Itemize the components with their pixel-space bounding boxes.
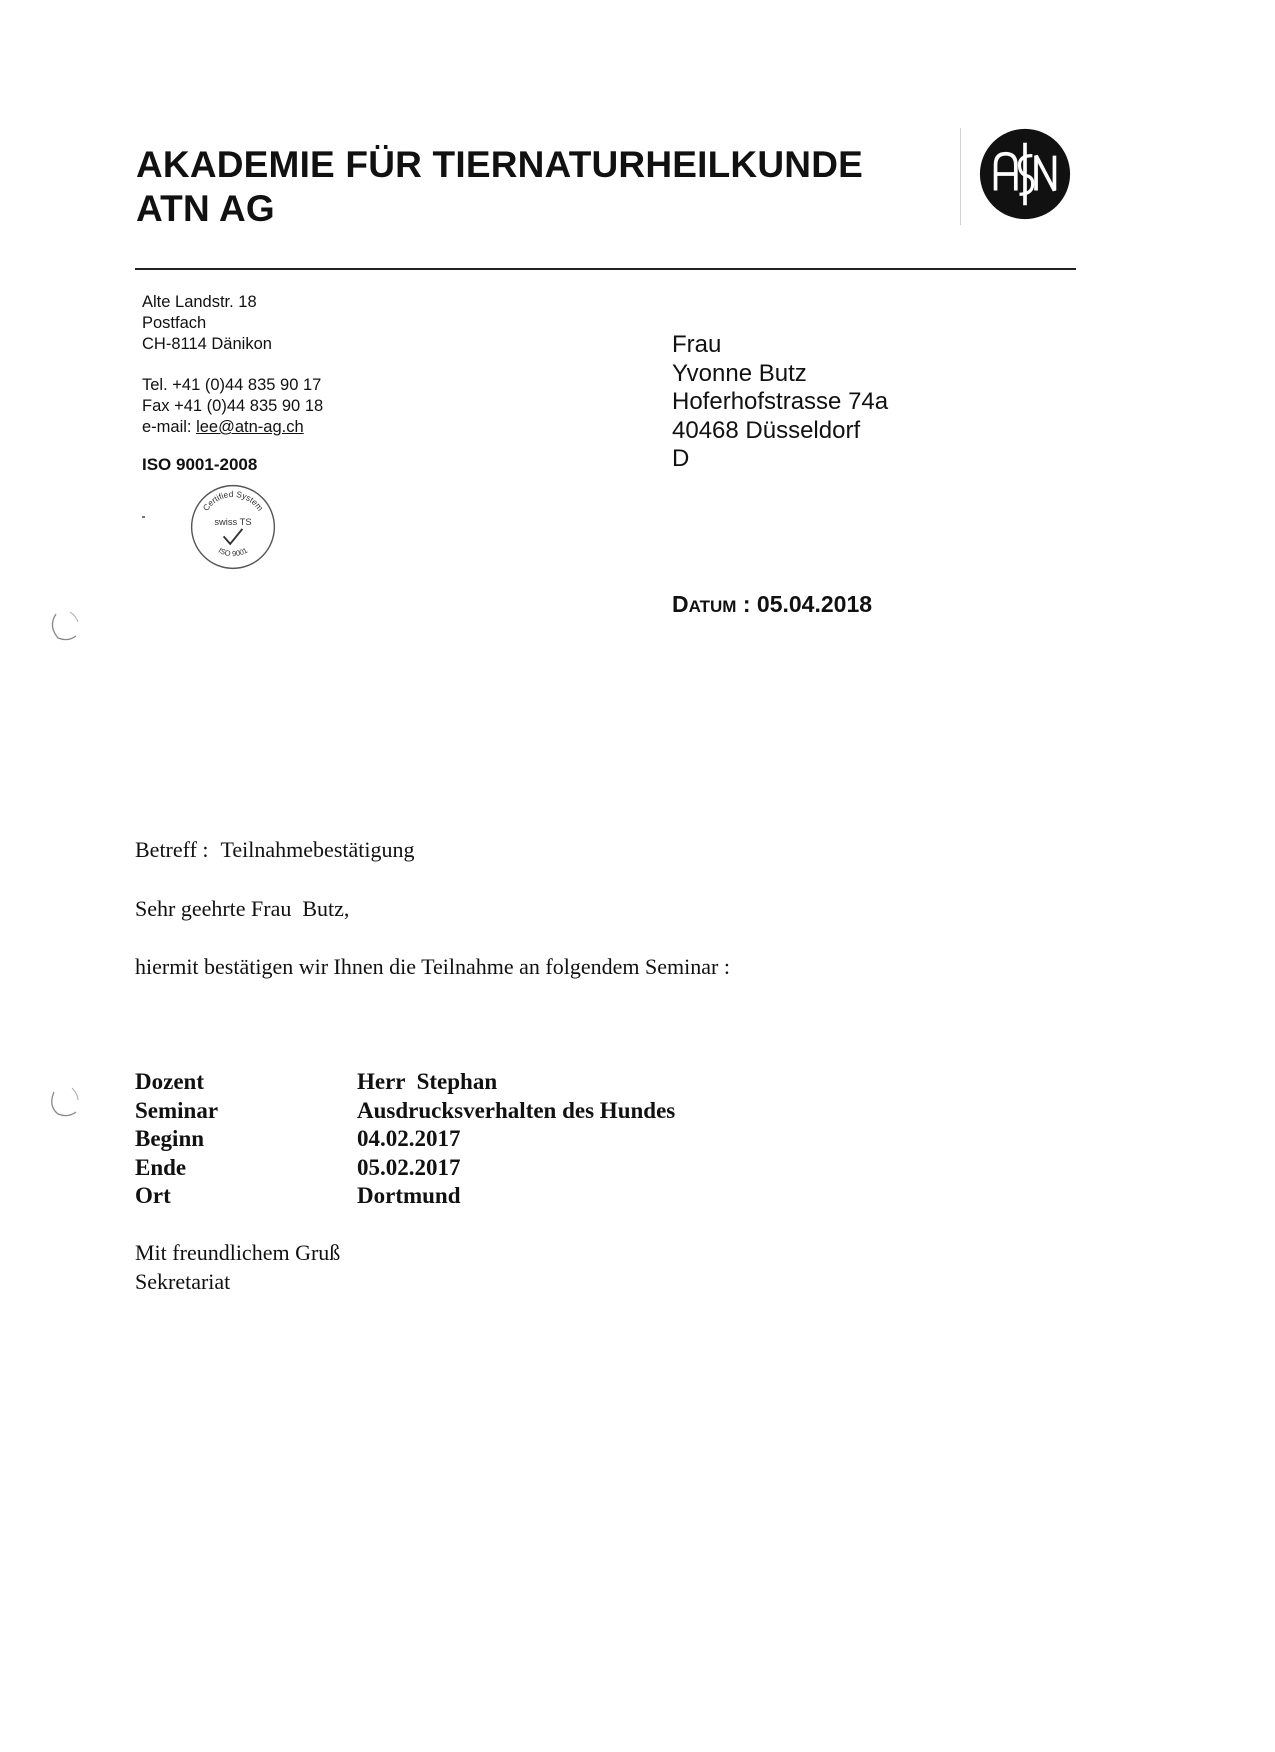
certification-seal-icon xyxy=(186,480,280,574)
organization-name-line1: AKADEMIE FÜR TIERNATURHEILKUNDE xyxy=(136,144,863,185)
detail-label: Ende xyxy=(135,1154,187,1180)
detail-label: Seminar xyxy=(135,1097,219,1123)
detail-value: Herr Stephan xyxy=(357,1069,498,1094)
sender-street: Alte Landstr. 18 xyxy=(142,293,257,311)
detail-row xyxy=(135,1097,675,1126)
closing-greeting: Mit freundlichem Gruß xyxy=(135,1240,341,1265)
detail-value: 05.02.2017 xyxy=(357,1154,461,1180)
punch-hole-mark-bottom xyxy=(46,1086,82,1122)
date-separator: : xyxy=(736,591,757,617)
organization-name xyxy=(136,143,863,231)
scan-speck xyxy=(142,516,145,518)
iso-certification: ISO 9001-2008 xyxy=(142,455,258,474)
detail-row xyxy=(135,1068,675,1097)
date-value: 05.04.2018 xyxy=(756,591,873,617)
recipient-city: 40468 Düsseldorf xyxy=(672,416,861,444)
detail-row xyxy=(135,1182,675,1211)
intro-text: hiermit bestätigen wir Ihnen die Teilnahme an folgendem Seminar : xyxy=(135,954,730,979)
detail-value: Ausdrucksverhalten des Hundes xyxy=(357,1097,676,1123)
sender-email-link[interactable]: lee@atn-ag.ch xyxy=(196,418,304,436)
recipient-street: Hoferhofstrasse 74a xyxy=(672,388,889,415)
detail-value: 04.02.2017 xyxy=(357,1126,461,1151)
sender-fax: Fax +41 (0)44 835 90 18 xyxy=(142,397,324,415)
sender-email-label: e-mail: xyxy=(142,418,197,436)
header-divider xyxy=(960,128,961,225)
sender-city: CH-8114 Dänikon xyxy=(142,335,272,353)
detail-value: Dortmund xyxy=(357,1183,461,1208)
organization-name-line2: ATN AG xyxy=(136,188,275,229)
subject-label: Betreff : xyxy=(135,837,209,862)
recipient-name: Yvonne Butz xyxy=(672,359,807,387)
seal-text-mid: swiss TS xyxy=(214,516,252,528)
salutation: Sehr geehrte Frau Butz, xyxy=(135,896,350,921)
seal-text-top: Certified System xyxy=(200,488,266,513)
seminar-details xyxy=(135,1068,675,1211)
header-rule xyxy=(135,268,1076,270)
detail-row xyxy=(135,1154,675,1183)
subject-line xyxy=(135,837,414,863)
seal-text-bottom: ISO 9001 xyxy=(216,545,250,559)
punch-hole-mark-top xyxy=(46,608,82,644)
sender-postbox: Postfach xyxy=(142,314,207,332)
letter-date xyxy=(672,591,872,618)
detail-label: Ort xyxy=(135,1183,171,1208)
sender-email-line xyxy=(142,417,323,438)
recipient-address-block xyxy=(672,331,888,474)
date-label-initial: D xyxy=(672,591,689,617)
date-label-rest: ATUM xyxy=(688,597,737,616)
sender-phone: Tel. +41 (0)44 835 90 17 xyxy=(142,376,322,394)
detail-label: Beginn xyxy=(135,1126,205,1151)
recipient-country: D xyxy=(672,445,690,472)
detail-label: Dozent xyxy=(135,1069,204,1094)
detail-row xyxy=(135,1125,675,1154)
atn-logo-icon xyxy=(979,128,1071,220)
sender-address-block xyxy=(142,292,323,438)
subject-value: Teilnahmebestätigung xyxy=(220,837,415,862)
closing-signatory: Sekretariat xyxy=(135,1268,231,1294)
recipient-title: Frau xyxy=(672,331,722,358)
closing-block xyxy=(135,1239,340,1296)
